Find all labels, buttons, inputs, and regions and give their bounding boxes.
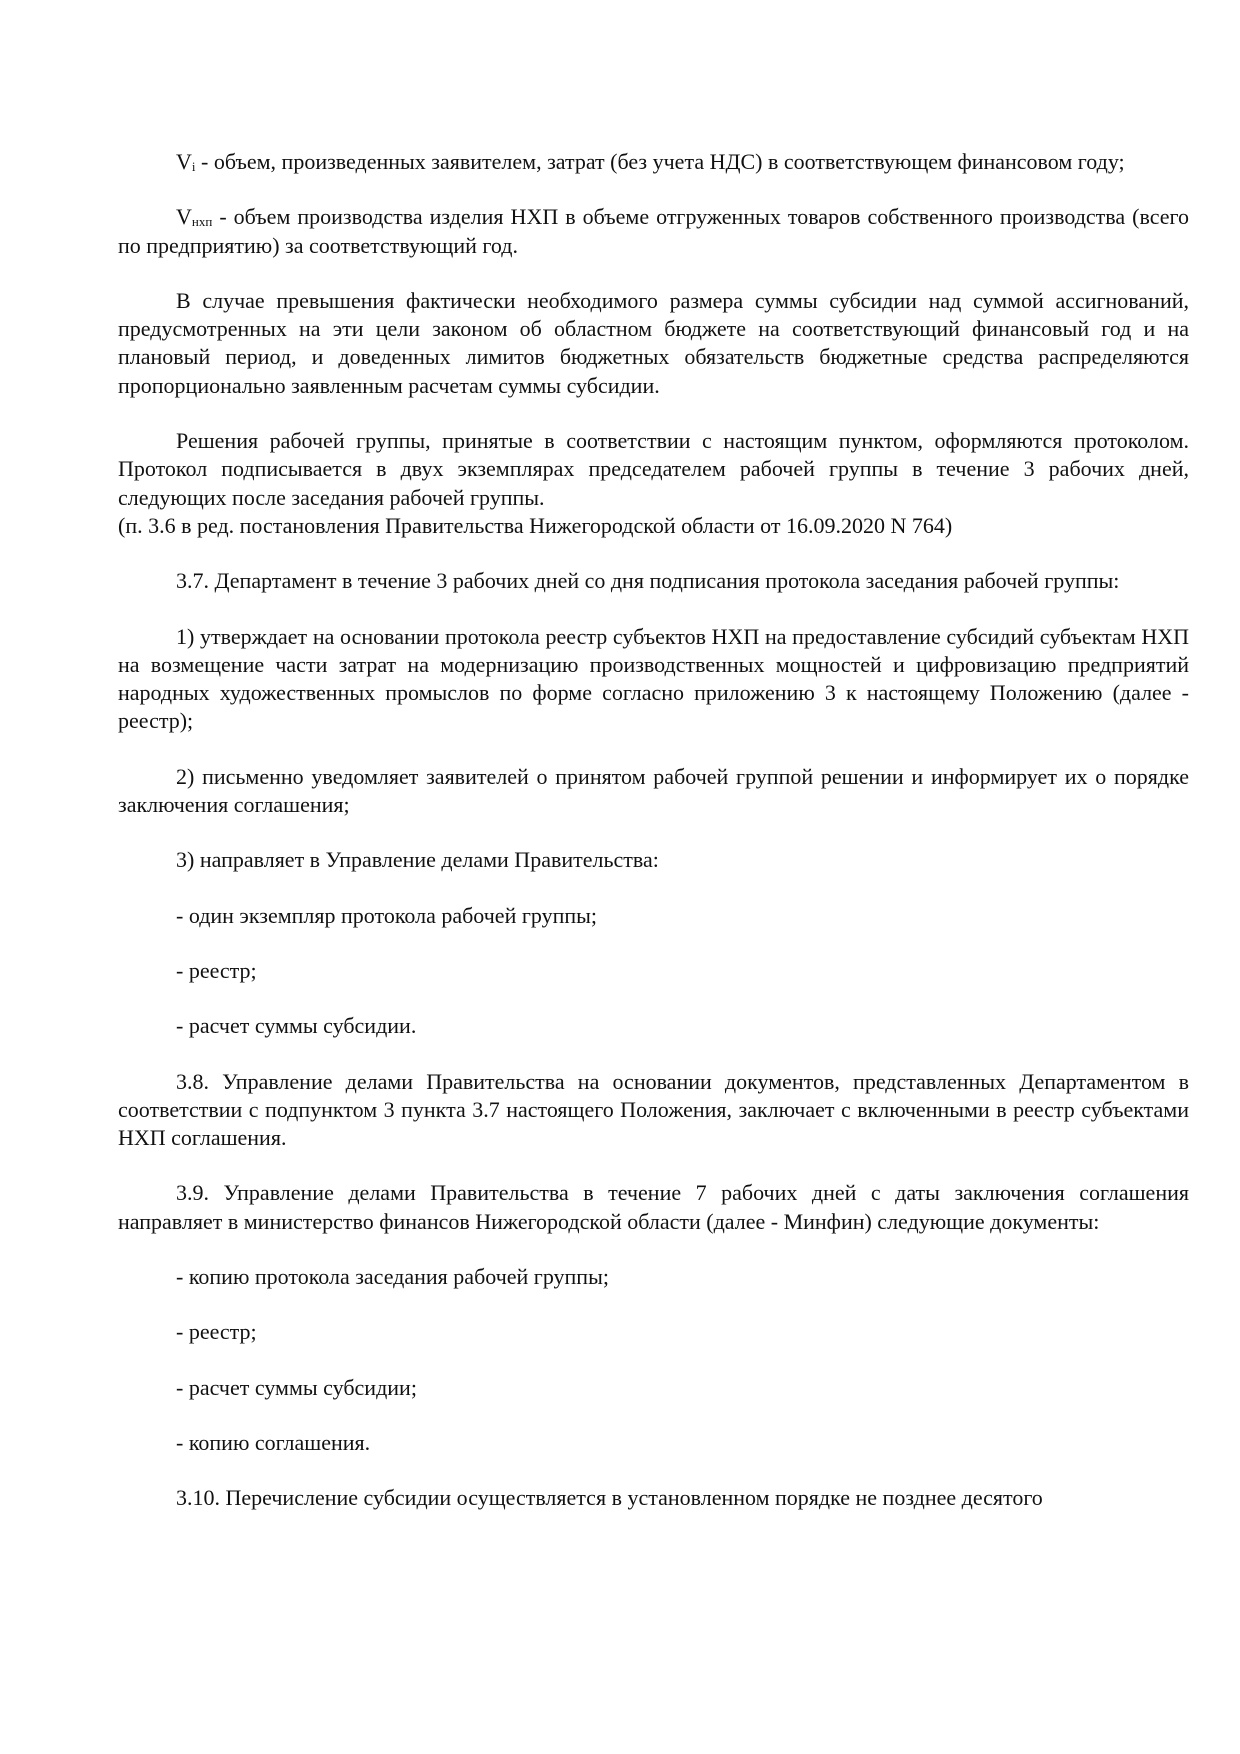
list-item: - копию соглашения.	[176, 1429, 371, 1455]
amendment-reference: (п. 3.6 в ред. постановления Правительства Нижегородской области от 16.09.2020 N 764)	[118, 512, 953, 538]
paragraph: В случае превышения фактически необходимого размера суммы субсидии над суммой ассигнований, предусмотренных на эти цели законом об областном бюджете на соответствующий финансовый год и на плановый период, и доведенных лимитов бюджетных обязательств бюджетные средства распределяются пропорционально заявленным расчетам суммы субсидии.	[118, 287, 1189, 398]
clause-3-10: 3.10. Перечисление субсидии осуществляется в установленном порядке не позднее десятого	[176, 1485, 1043, 1511]
list-item: - реестр;	[176, 957, 257, 983]
clause-3-9: 3.9. Управление делами Правительства в течение 7 рабочих дней с даты заключения соглашения направляет в министерство финансов Нижегородской области (далее - Минфин) следующие документы:	[118, 1180, 1189, 1234]
list-item: - реестр;	[176, 1319, 257, 1345]
variable-name: V	[176, 204, 192, 230]
list-item: - расчет суммы субсидии;	[176, 1374, 417, 1400]
variable-subscript: i	[191, 159, 196, 174]
list-item: - расчет суммы субсидии.	[176, 1013, 417, 1039]
clause-3-8: 3.8. Управление делами Правительства на основании документов, представленных Департаментом в соответствии с подпунктом 3 пункта 3.7 настоящего Положения, заключает с включенными в реестр субъектами НХП соглашения.	[118, 1068, 1189, 1151]
document-page	[118, 148, 1189, 1540]
list-item: 1) утверждает на основании протокола реестр субъектов НХП на предоставление субсидий субъектам НХП на возмещение части затрат на модернизацию производственных мощностей и цифровизацию предприятий народных художественных промыслов по форме согласно приложению 3 к настоящему Положению (далее - реестр);	[118, 623, 1189, 734]
variable-name: V	[176, 149, 192, 174]
definition-text: - объем, произведенных заявителем, затрат (без учета НДС) в соответствующем финансовом году;	[195, 149, 1125, 174]
variable-subscript: нхп	[191, 214, 213, 230]
definition-text: - объем производства изделия НХП в объеме отгруженных товаров собственного производства (всего по предприятию) за соответствующий год.	[118, 204, 1189, 258]
list-item: - один экземпляр протокола рабочей группы;	[176, 902, 598, 928]
clause-3-7: 3.7. Департамент в течение 3 рабочих дней со дня подписания протокола заседания рабочей группы:	[176, 568, 1120, 594]
list-item: 2) письменно уведомляет заявителей о принятом рабочей группой решении и информирует их о порядке заключения соглашения;	[118, 763, 1189, 818]
definition-vnhp	[118, 203, 1189, 260]
list-item: - копию протокола заседания рабочей группы;	[176, 1264, 609, 1290]
definition-vi	[118, 148, 1189, 176]
paragraph: Решения рабочей группы, принятые в соответствии с настоящим пунктом, оформляются протоколом. Протокол подписывается в двух экземплярах председателем рабочей группы в течение 3 рабочих дней, следующих после заседания рабочей группы.	[118, 428, 1189, 510]
list-item: 3) направляет в Управление делами Правительства:	[176, 847, 659, 873]
